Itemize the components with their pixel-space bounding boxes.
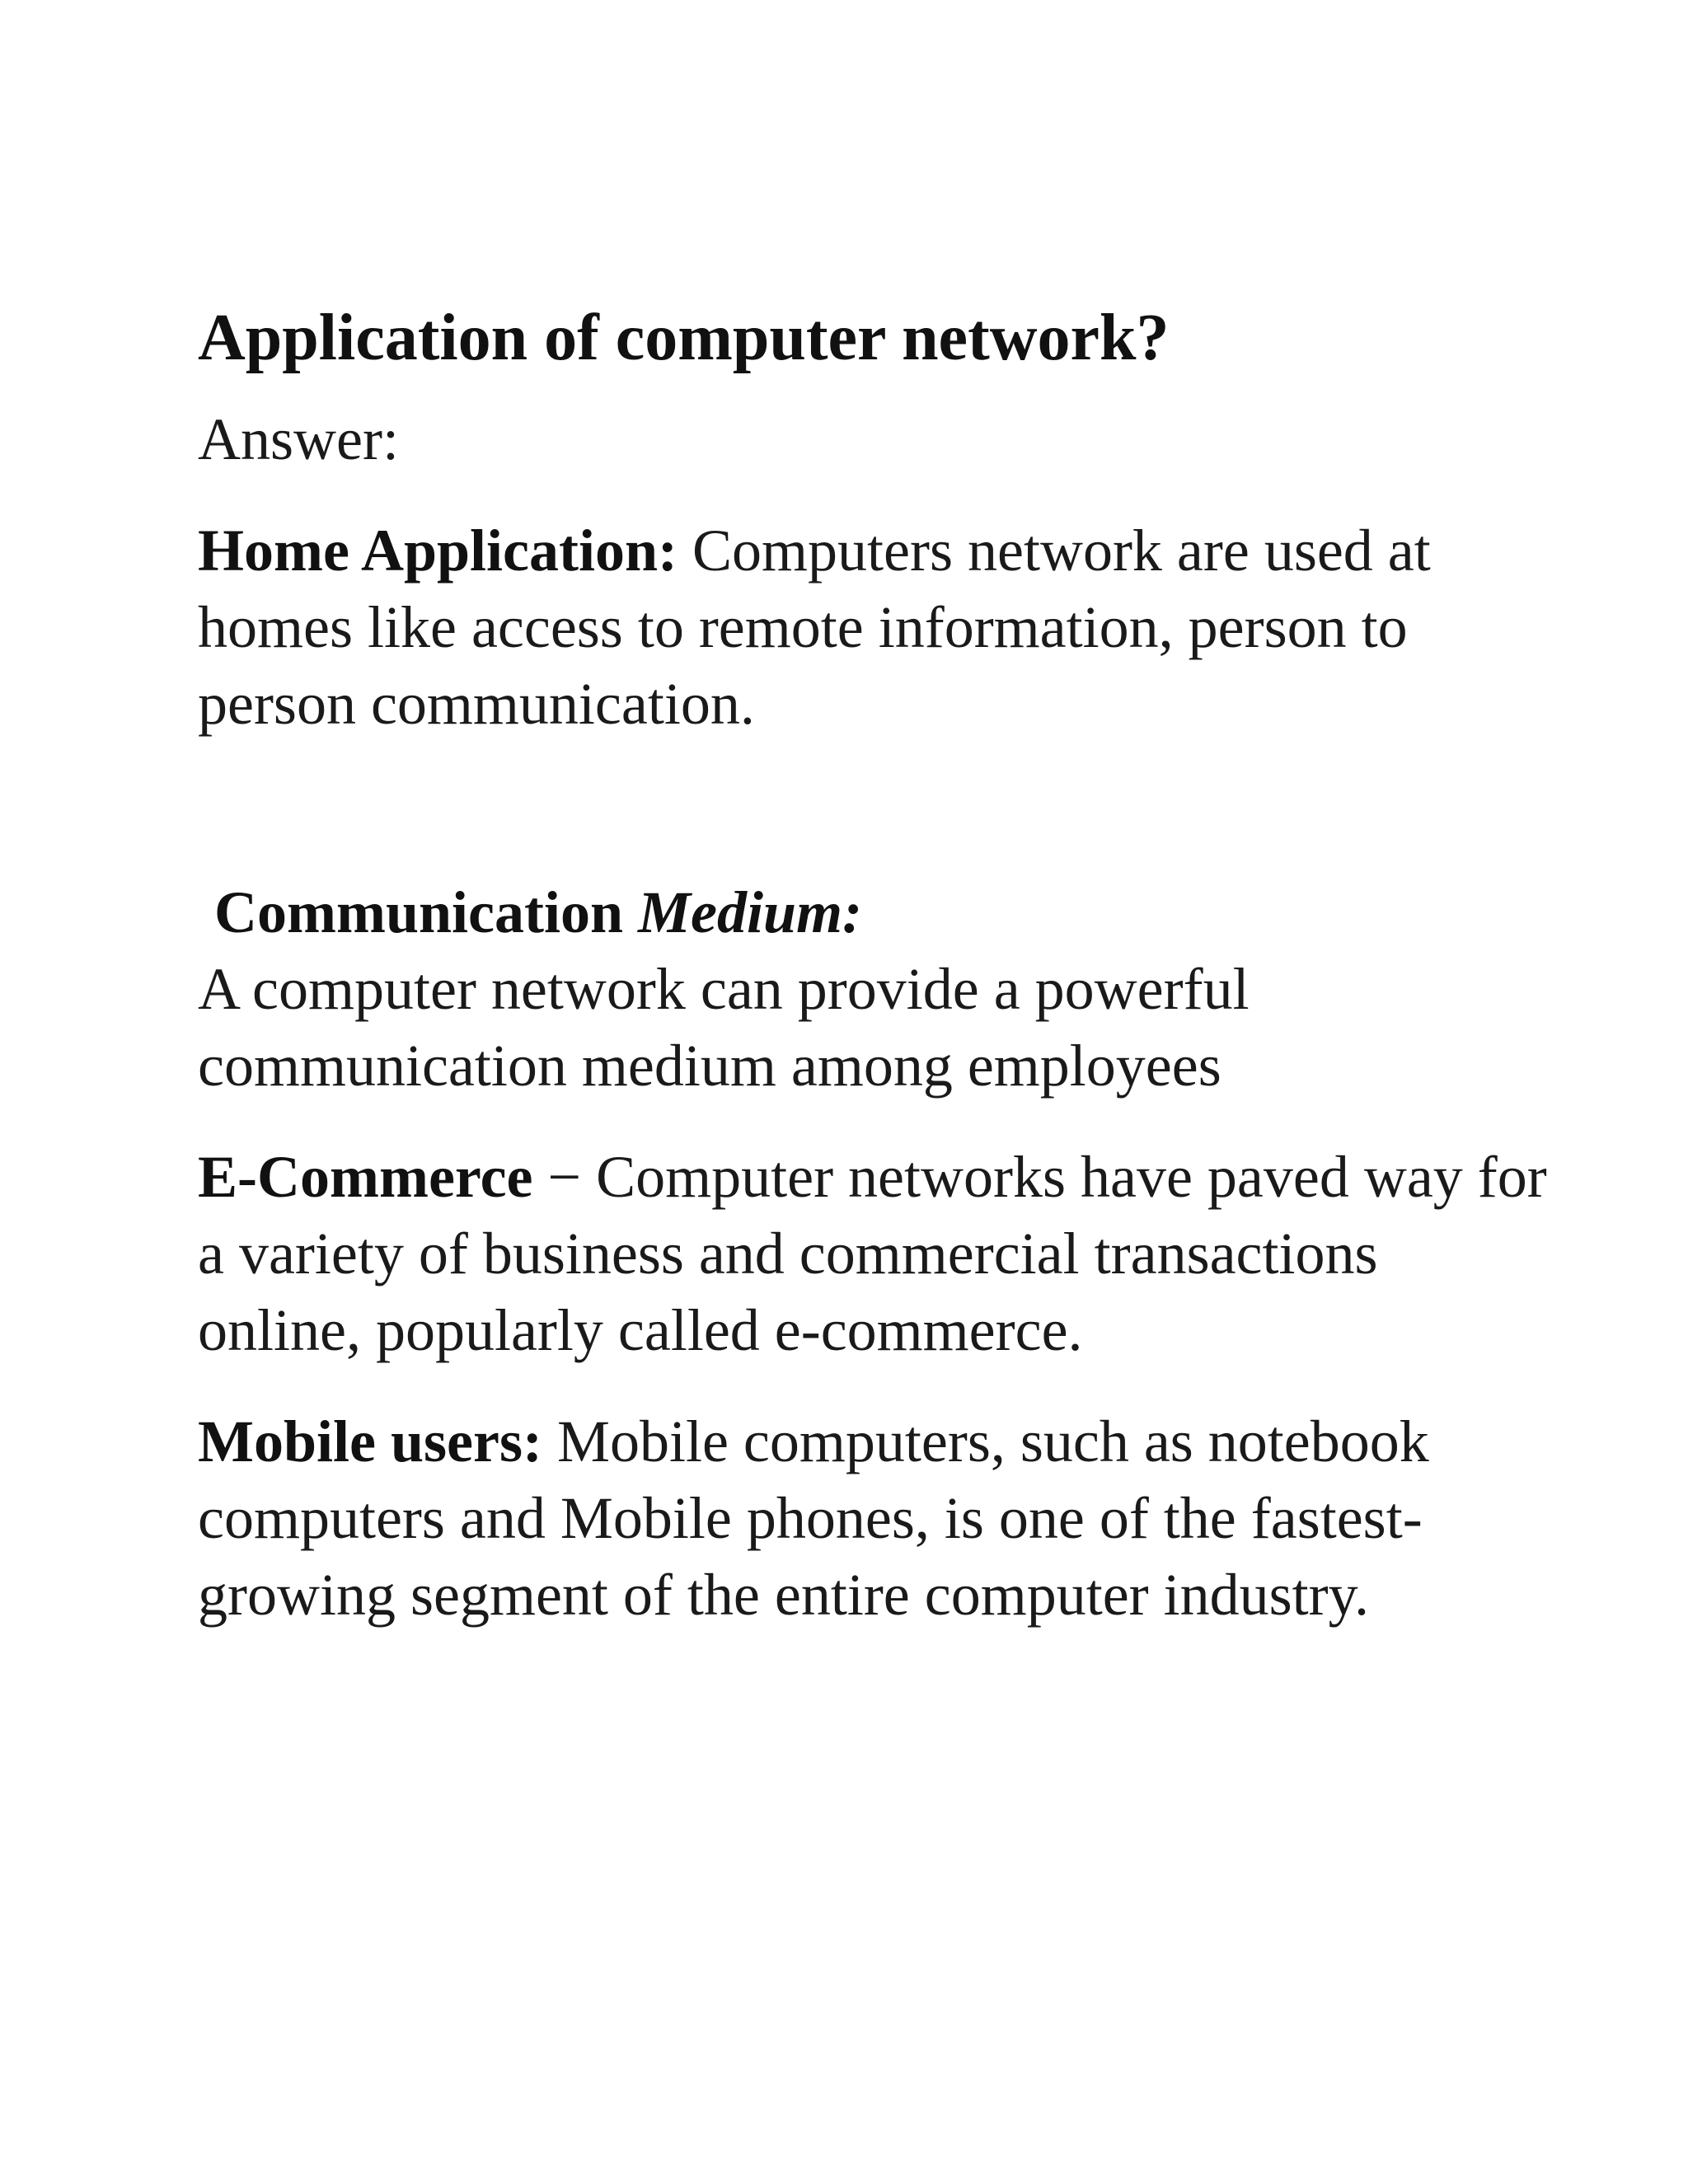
communication-heading: Communication — [214, 879, 624, 945]
ecommerce-separator: − — [547, 1144, 582, 1210]
home-application-heading: Home Application: — [198, 518, 678, 583]
mobile-users-heading: Mobile users: — [198, 1408, 542, 1474]
mobile-users-text: Mobile computers, such as notebook computers and Mobile phones, is one of the fastest-growing segment of the entire computer industry. — [198, 1408, 1429, 1628]
home-application-text: Computers network are used at homes like access to remote information, person to person communication. — [198, 518, 1431, 737]
communication-medium-heading — [198, 874, 1550, 951]
ecommerce-text: Computer networks have paved way for a variety of business and commercial transactions online, popularly called e-commerce. — [198, 1144, 1547, 1363]
document-page — [198, 297, 1550, 1633]
mobile-users-paragraph — [198, 1404, 1550, 1633]
page-title: Application of computer network? — [198, 302, 1170, 374]
ecommerce-heading: E-Commerce — [198, 1144, 533, 1210]
communication-medium-text: A computer network can provide a powerful communication medium among employees — [198, 956, 1250, 1099]
answer-label: Answer: — [198, 406, 399, 472]
communication-heading-italic: Medium: — [638, 879, 863, 945]
ecommerce-paragraph — [198, 1139, 1550, 1369]
home-application-paragraph — [198, 513, 1550, 743]
